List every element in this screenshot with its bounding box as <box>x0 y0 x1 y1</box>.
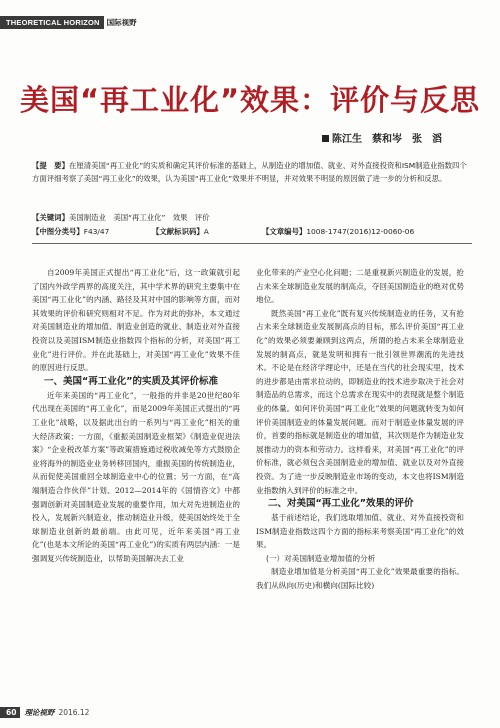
paragraph: 基于前述结论，我们选取增加值、就业、对外直接投资和ISM制造业指数这四个方面的指标来考察美国“再工业化”的效果。 <box>256 513 464 550</box>
paragraph: 自2009年美国正式提出“再工业化”后，这一政策就引起了国内外政学两界的高度关注，其中学术界的研究主要集中在美国“再工业化”的内涵、路径及其对中国的影响等方面，而对其效果的评价和研究则相对不足。作为对此的弥补，本文通过对美国制造业的增加值、制造业创造的就业、制造业对外直接投资以及美国ISM制造业指数四个指标的分析，对美国“再工业化”进行评价。并在此基础上，对美国“再工业化”效果不佳的原因进行反思。 <box>32 268 240 373</box>
section-heading-1: 一、美国“再工业化”的实质及其评价标准 <box>44 375 218 387</box>
section-heading-2: 二、对美国“再工业化”效果的评价 <box>268 498 414 510</box>
article-title: 美国“再工业化”效果：评价与反思 <box>19 83 481 117</box>
art-value: 1008-1747(2016)12-0060-06 <box>306 227 415 236</box>
clc <box>32 226 152 237</box>
doc-code <box>152 226 262 237</box>
abstract <box>32 159 468 185</box>
doc-value: A <box>203 227 209 236</box>
authors-line <box>322 130 442 145</box>
column-left <box>32 266 240 565</box>
clc-value: F43/47 <box>83 227 110 236</box>
doc-label: 【文献标识码】 <box>152 227 204 236</box>
paragraph: 业化带来的产业空心化问题；二是重视新兴制造业的发展，抢占未来全球制造业发展的制高点，夺回美国制造业的绝对优势地位。 <box>256 268 464 305</box>
paragraph: 既然美国“再工业化”既有复兴传统制造业的任务，又有抢占未来全球制造业发展制高点的目标，那么评价美国“再工业化”的效果必须要兼顾到这两点，所谓的抢占未来全球制造业发展的制高点，就是发明和拥有一批引领世界潮流的先进技术。不论是在经济学理论中，还是在当代的社会现实里，技术的进步都是由需求拉动的，即制造业的技术进步取决于社会对制造品的总需求，而这个总需求在现实中的表现就是整个制造业的体量。如何评价美国“再工业化”效果的问题就转变为如何评价美国制造业的体量发展问题。而对于制造业体量发展的评价，首要的指标就是制造业的增加值，其次则是作为制造业发展推动力的资本和劳动力。这样看来，对美国“再工业化”的评价标准，就必须包含美国制造业的增加值、就业以及对外直接投资。为了进一步反映制造业市场的变动，本文也将ISM制造业指数纳入到评价的标准之中。 <box>256 308 464 495</box>
clc-label: 【中图分类号】 <box>32 227 84 236</box>
page-number: 60 <box>0 707 20 718</box>
keywords-label: 【关键词】 <box>32 213 69 222</box>
article-number <box>262 226 414 237</box>
header-series-en: THEORETICAL HORIZON <box>0 16 104 29</box>
divider <box>32 243 472 244</box>
header-series-cn: 国际视野 <box>106 17 137 27</box>
keywords-text: 美国制造业 美国“再工业化” 效果 评价 <box>68 213 210 222</box>
footer-journal: 理论视野 <box>24 707 55 717</box>
page-footer <box>0 706 89 718</box>
authors: 陈江生 蔡和岑 张 滔 <box>332 134 442 145</box>
art-label: 【文章编号】 <box>262 227 307 236</box>
abstract-label: 【提 要】 <box>32 161 69 170</box>
footer-issue: 2016.12 <box>58 707 90 717</box>
subsection-heading: (一）对美国制造业增加值的分析 <box>266 553 376 563</box>
square-bullet-icon <box>322 135 329 142</box>
paragraph: 制造业增加值是分析美国“再工业化”效果最重要的指标。我们从纵向(历史)和横向(国际比较) <box>256 567 464 591</box>
classification-row <box>32 226 468 237</box>
paragraph: 近年来美国的“再工业化”，一般指的并非是20世纪80年代出现在美国的“再工业化”，而是2009年美国正式提出的“再工业化”战略，以及据此出台的一系列与“再工业化”相关的重大经济政策；一方面，《重振美国制造业框架》《制造业促进法案》“企业税改革方案”等政策措施通过税收减免等方式鼓励企业将海外的制造业业务转移回国内，重振美国的传统制造业，从而促使美国重回全球制造业中心的位置；另一方面，在“高端制造合作伙伴”计划、2012—2014年的《国情咨文》中都强调创新对美国制造业发展的重要作用，加大对先进制造业的投入，发展新兴制造业，推动制造业升级，使美国始终处于全球制造业创新的最前端。由此可见，近年来美国“再工业化”(也是本文所论的美国“再工业化”)的实质有两层内涵：一是强调复兴传统制造业，以帮助美国解决去工业 <box>32 390 240 563</box>
keywords <box>32 212 468 223</box>
abstract-text: 在厘清美国“再工业化”的实质和确定其评价标准的基础上，从制造业的增加值、就业、对外直接投资和ISM制造业指数四个方面评细考察了美国“再工业化”的效果，认为美国“再工业化”效果并不明显，并对效果不明显的原因做了进一步的分析和反思。 <box>32 161 467 183</box>
column-right <box>256 266 464 593</box>
running-header <box>0 14 137 30</box>
